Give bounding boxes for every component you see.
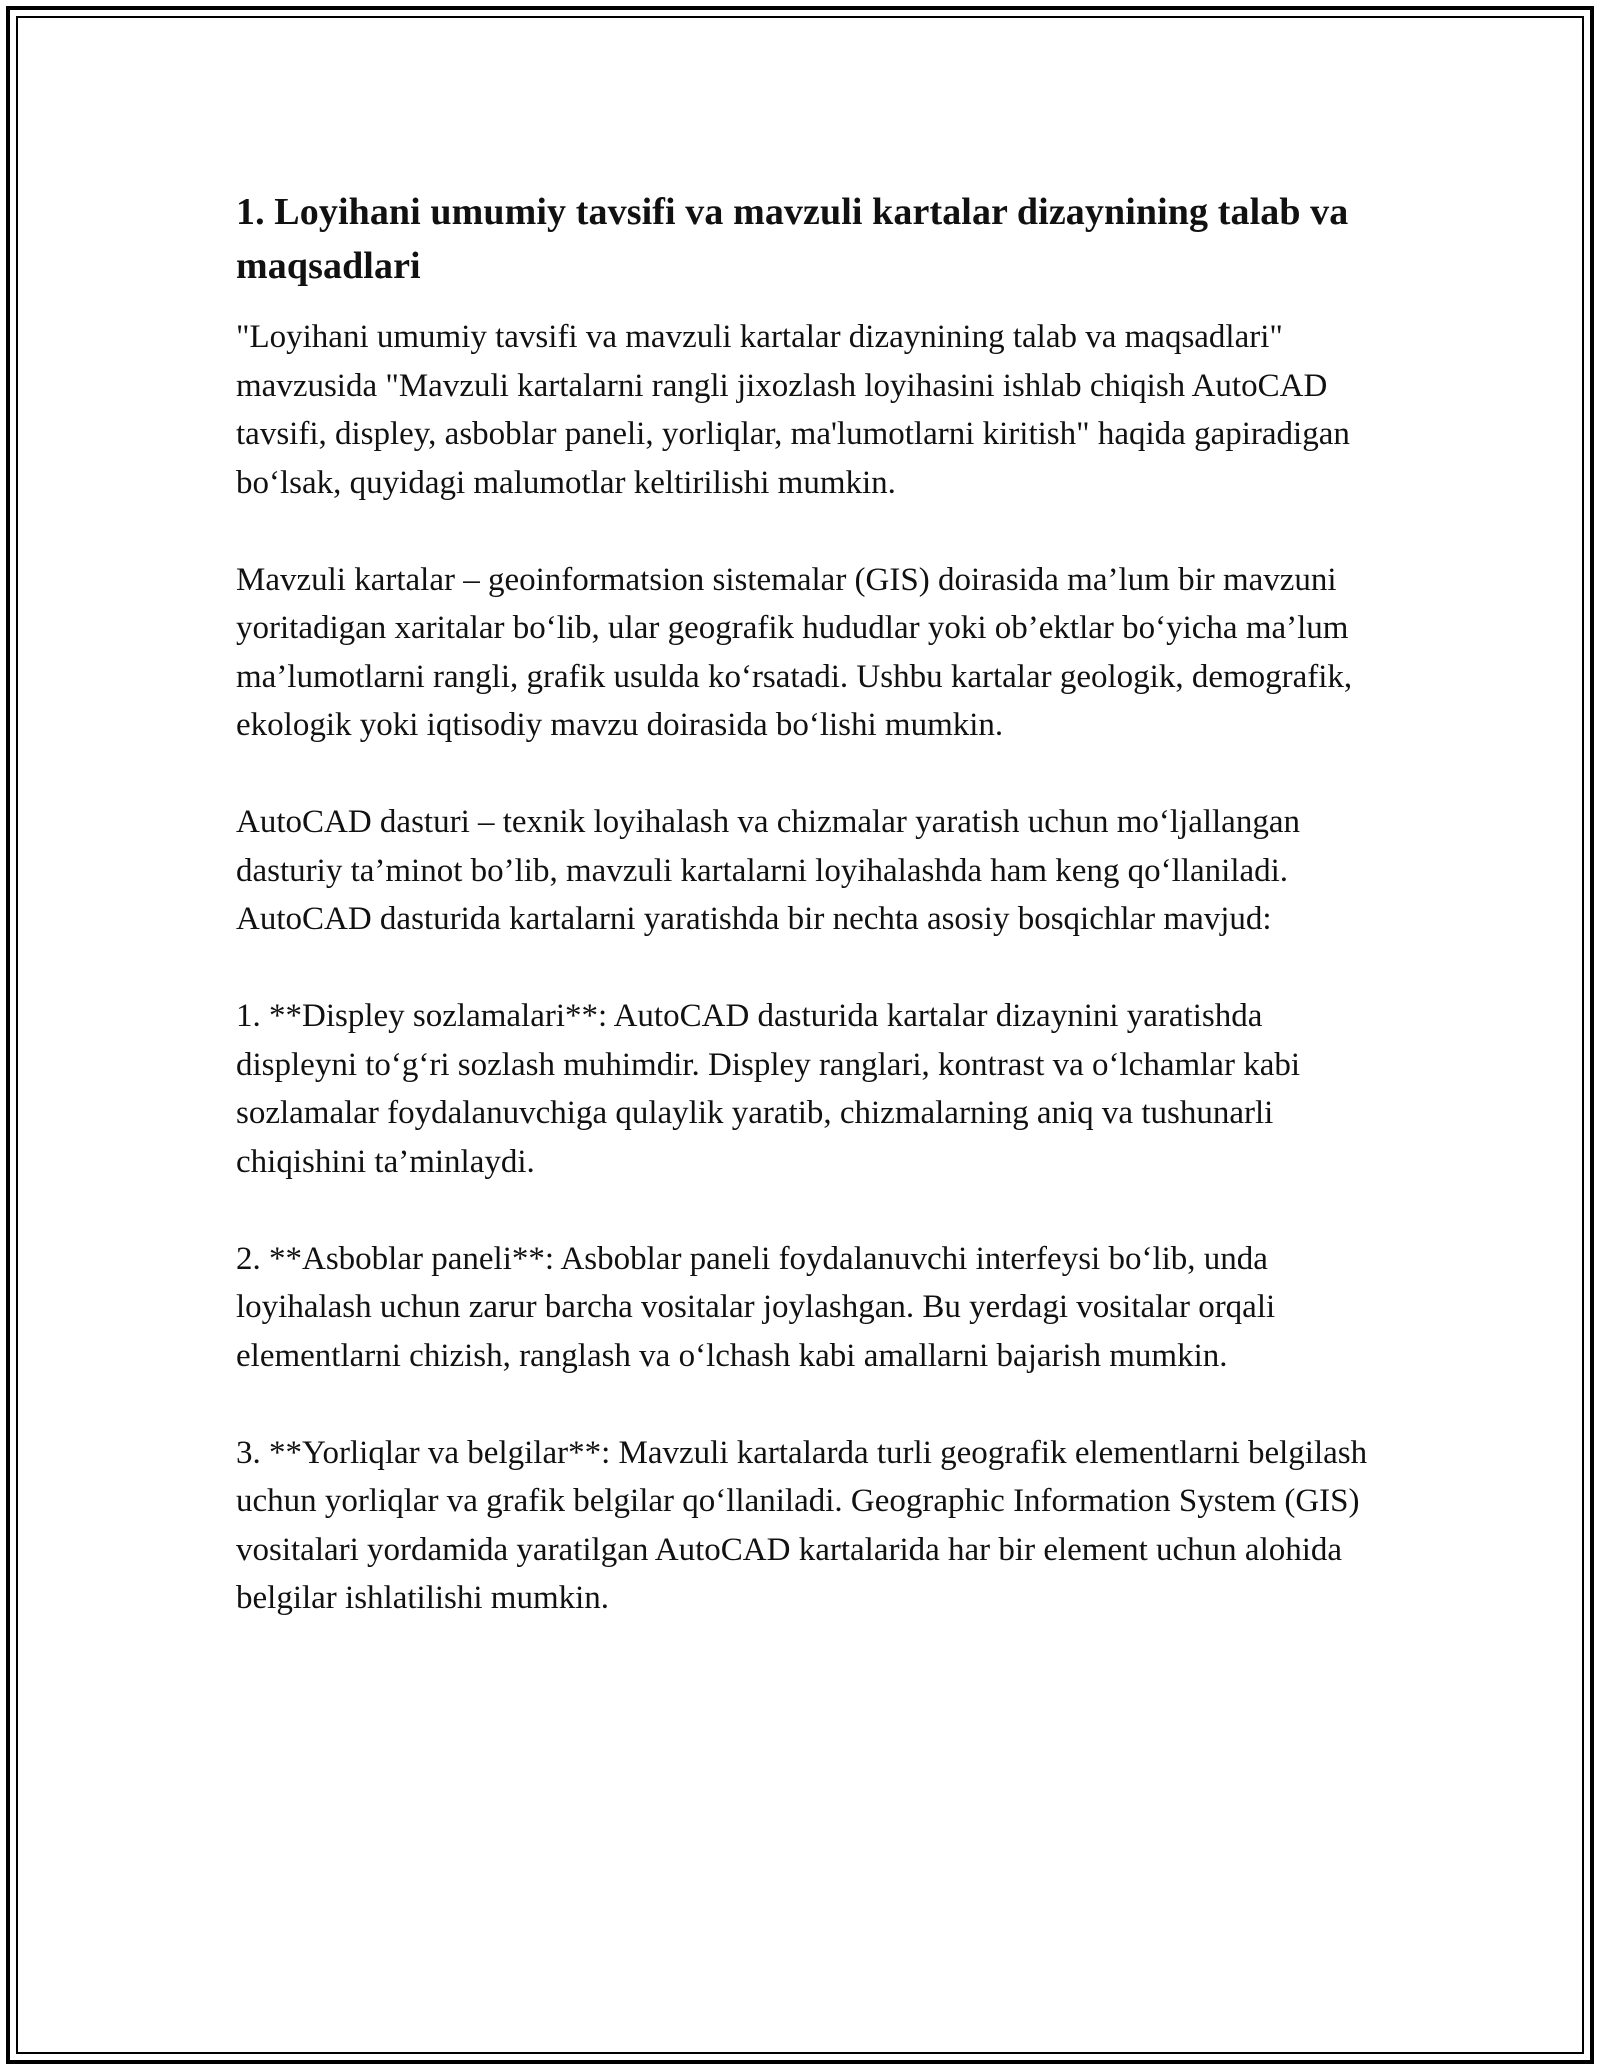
document-body (236, 185, 1376, 1671)
paragraph-labels-symbols: 3. **Yorliqlar va belgilar**: Mavzuli kartalarda turli geografik elementlarni belgilash uchun yorliqlar va grafik belgilar qo‘llaniladi. Geographic Information System (GIS) vositalari yordamida yaratilgan AutoCAD kartalarida har bir element uchun alohida belgilar ishlatilishi mumkin. (236, 1434, 1368, 1616)
paragraph-display-settings: 1. **Displey sozlamalari**: AutoCAD dasturida kartalar dizaynini yaratishda displeyni to‘g‘ri sozlash muhimdir. Displey ranglari, kontrast va o‘lchamlar kabi sozlamalar foydalanuvchiga qulaylik yaratib, chizmalarning aniq va tushunarli chiqishini ta’minlaydi. (236, 998, 1301, 1180)
paragraph-autocad: AutoCAD dasturi – texnik loyihalash va chizmalar yaratish uchun mo‘ljallangan dasturiy ta’minot bo’lib, mavzuli kartalarni loyihalashda ham keng qo‘llaniladi. AutoCAD dasturida kartalarni yaratishda bir nechta asosiy bosqichlar mavjud: (236, 804, 1300, 937)
paragraph-toolbar: 2. **Asboblar paneli**: Asboblar paneli foydalanuvchi interfeysi bo‘lib, unda loyihalash uchun zarur barcha vositalar joylashgan. Bu yerdagi vositalar orqali elementlarni chizish, ranglash va o‘lchash kabi amallarni bajarish mumkin. (236, 1240, 1276, 1374)
document-title: 1. Loyihani umumiy tavsifi va mavzuli kartalar dizaynining talab va maqsadlari (236, 191, 1349, 287)
paragraph-intro: "Loyihani umumiy tavsifi va mavzuli kartalar dizaynining talab va maqsadlari" mavzusida "Mavzuli kartalarni rangli jixozlash loyihasini ishlab chiqish AutoCAD tavsifi, displey, asboblar paneli, yorliqlar, ma'lumotlarni kiritish" haqida gapiradigan bo‘lsak, quyidagi malumotlar keltirilishi mumkin. (236, 319, 1350, 501)
paragraph-thematic-maps: Mavzuli kartalar – geoinformatsion sistemalar (GIS) doirasida ma’lum bir mavzuni yoritadigan xaritalar bo‘lib, ular geografik hududlar yoki ob’ektlar bo‘yicha ma’lum ma’lumotlarni rangli, grafik usulda ko‘rsatadi. Ushbu kartalar geologik, demografik, ekologik yoki iqtisodiy mavzu doirasida bo‘lishi mumkin. (236, 561, 1353, 743)
